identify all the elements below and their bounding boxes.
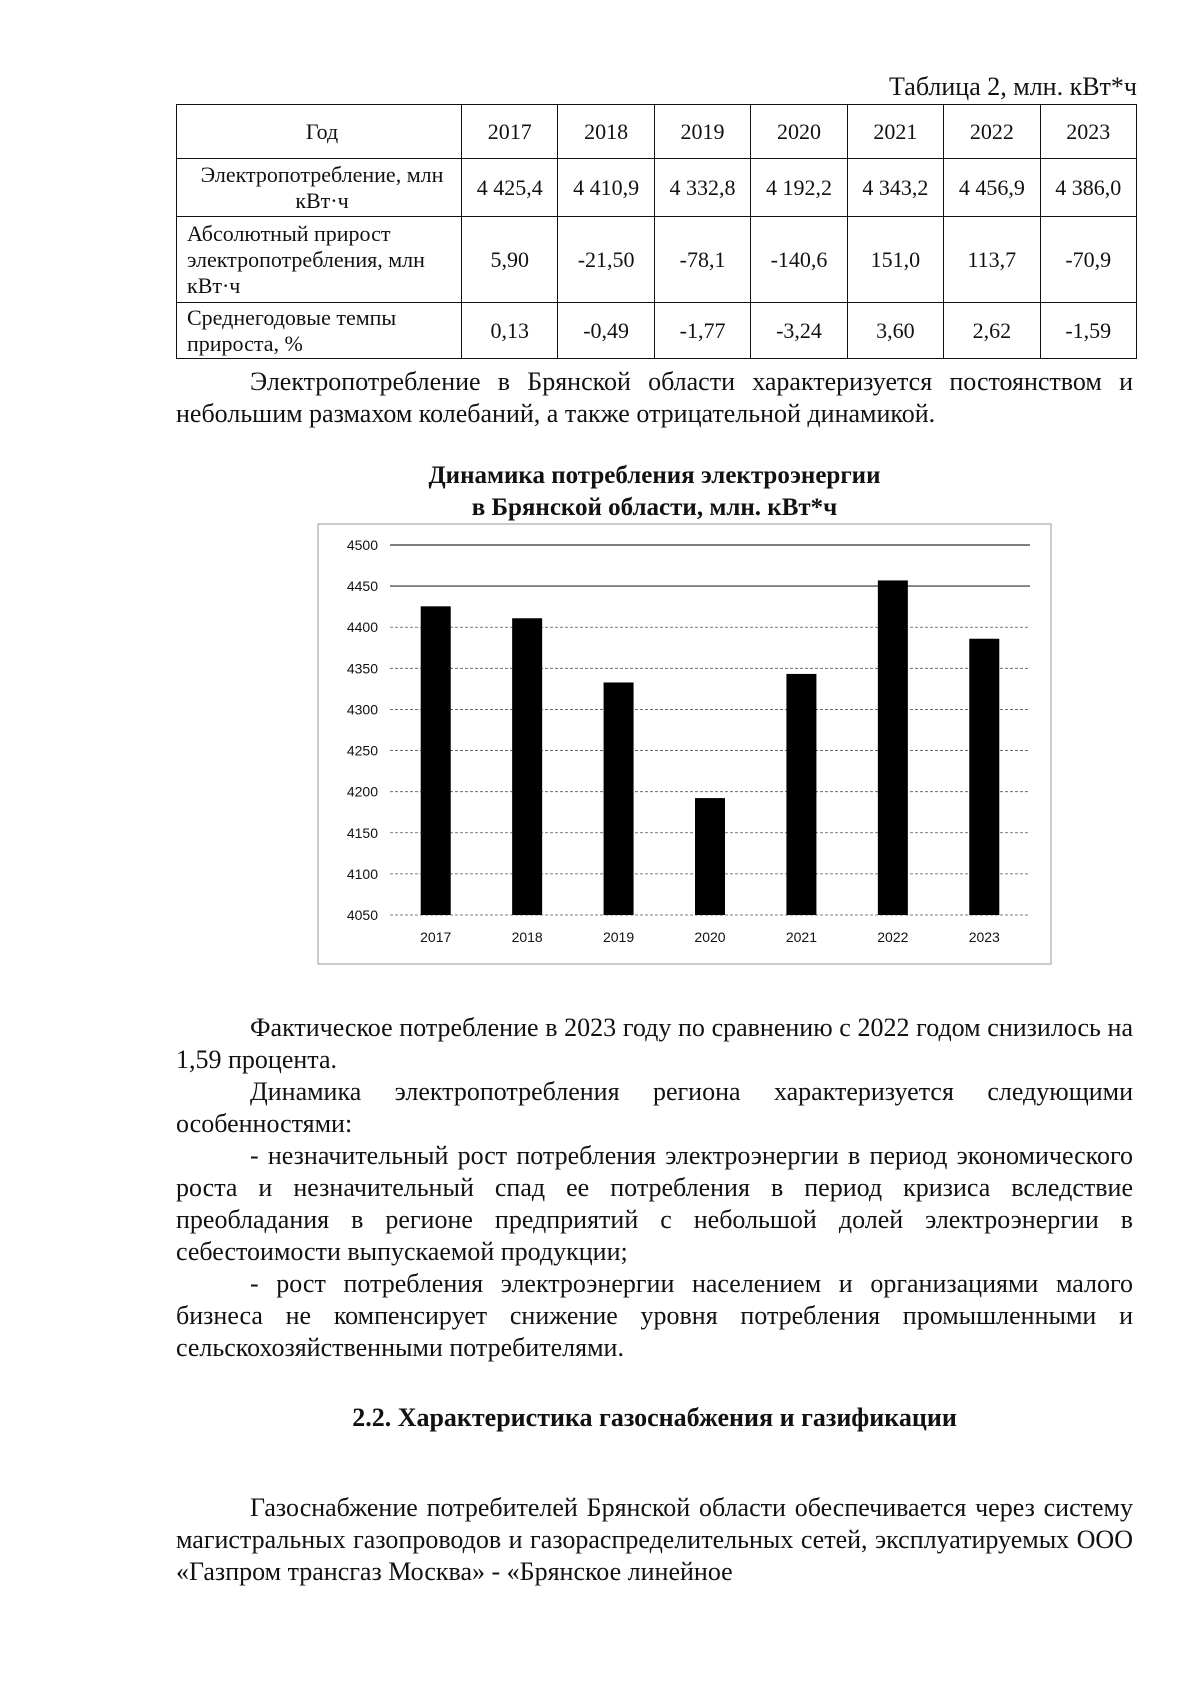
year-cell: 2019	[654, 105, 750, 159]
section-heading: 2.2. Характеристика газоснабжения и газификации	[352, 1403, 957, 1432]
bar	[421, 606, 451, 915]
chart-title-line: Динамика потребления электроэнергии	[428, 462, 881, 489]
value-cell: 0,13	[462, 303, 558, 359]
paragraph-dynamics-intro: Динамика электропотребления региона характеризуется следующими особенностями:	[176, 1077, 1133, 1138]
value-cell: -78,1	[654, 217, 750, 303]
x-tick-label: 2022	[877, 929, 909, 945]
year-cell: 2021	[847, 105, 943, 159]
value-cell: 4 332,8	[654, 159, 750, 217]
y-tick-label: 4200	[346, 783, 378, 800]
row-label-cell: Абсолютный прирост электропотребления, млн кВт·ч	[177, 217, 462, 303]
value-cell: -0,49	[558, 303, 654, 359]
value-cell: -21,50	[558, 217, 654, 303]
value-cell: 3,60	[847, 303, 943, 359]
y-tick-label: 4450	[346, 578, 378, 595]
value-cell: 4 192,2	[751, 159, 847, 217]
year-cell: 2023	[1040, 105, 1136, 159]
year-cell: 2020	[751, 105, 847, 159]
paragraph-fact-consumption: Фактическое потребление в 2023 году по сравнению с 2022 годом снизилось на 1,59 процента.	[176, 1013, 1133, 1074]
bar	[604, 682, 634, 915]
value-cell: 4 410,9	[558, 159, 654, 217]
bar	[969, 639, 999, 915]
value-cell: -140,6	[751, 217, 847, 303]
row-label-cell: Среднегодовые темпы прироста, %	[177, 303, 462, 359]
value-cell: 2,62	[944, 303, 1040, 359]
value-cell: -1,77	[654, 303, 750, 359]
x-tick-label: 2021	[785, 929, 818, 945]
value-cell: 4 386,0	[1040, 159, 1136, 217]
y-tick-label: 4300	[346, 701, 378, 718]
y-tick-label: 4150	[346, 824, 378, 841]
paragraph-gas-supply: Газоснабжение потребителей Брянской области обеспечивается через систему магистральных газопроводов и газораспределительных сетей, эксплуатируемых ООО «Газпром трансгаз Москва» - «Брянское линейное	[176, 1493, 1133, 1586]
y-tick-label: 4250	[346, 742, 378, 759]
value-cell: -3,24	[751, 303, 847, 359]
chart-title	[176, 460, 1133, 524]
y-tick-label: 4050	[346, 907, 378, 923]
year-cell: 2022	[944, 105, 1040, 159]
bar	[786, 674, 816, 915]
y-tick-label: 4100	[346, 865, 378, 882]
paragraph-consumption-summary: Электропотребление в Брянской области характеризуется постоянством и небольшим размахом колебаний, а также отрицательной динамикой.	[176, 367, 1133, 428]
bullet-item: - рост потребления электроэнергии населением и организациями малого бизнеса не компенсирует снижение уровня потребления промышленными и сельскохозяйственными потребителями.	[176, 1269, 1133, 1362]
value-cell: 151,0	[847, 217, 943, 303]
bar-chart	[300, 520, 1055, 970]
table-caption: Таблица 2, млн. кВт*ч	[889, 72, 1137, 101]
y-tick-label: 4500	[346, 537, 378, 553]
chart-container	[300, 520, 1055, 975]
year-cell: 2017	[462, 105, 558, 159]
value-cell: -1,59	[1040, 303, 1136, 359]
table-row	[177, 217, 1137, 303]
value-cell: 113,7	[944, 217, 1040, 303]
value-cell: 4 456,9	[944, 159, 1040, 217]
row-label-cell: Электропотребление, млн кВт·ч	[177, 159, 462, 217]
x-tick-label: 2020	[694, 929, 726, 945]
y-tick-label: 4400	[346, 619, 378, 636]
consumption-table	[176, 104, 1137, 359]
bullet-item: - незначительный рост потребления электроэнергии в период экономического роста и незначительный спад ее потребления в период кризиса вследствие преобладания в регионе предприятий с небольшой долей электроэнергии в себестоимости выпускаемой продукции;	[176, 1141, 1133, 1266]
table-row	[177, 303, 1137, 359]
x-tick-label: 2017	[420, 929, 452, 945]
value-cell: -70,9	[1040, 217, 1136, 303]
y-tick-label: 4350	[346, 660, 378, 677]
bar	[512, 618, 542, 915]
value-cell: 5,90	[462, 217, 558, 303]
table-row	[177, 159, 1137, 217]
year-cell: 2018	[558, 105, 654, 159]
header-label-cell: Год	[177, 105, 462, 159]
bar	[878, 580, 908, 915]
chart-title-line: в Брянской области, млн. кВт*ч	[471, 494, 838, 521]
x-tick-label: 2019	[602, 929, 635, 945]
x-tick-label: 2018	[511, 929, 543, 945]
x-tick-label: 2023	[968, 929, 1000, 945]
table-header-row	[177, 105, 1137, 159]
bar	[695, 798, 725, 915]
value-cell: 4 343,2	[847, 159, 943, 217]
value-cell: 4 425,4	[462, 159, 558, 217]
